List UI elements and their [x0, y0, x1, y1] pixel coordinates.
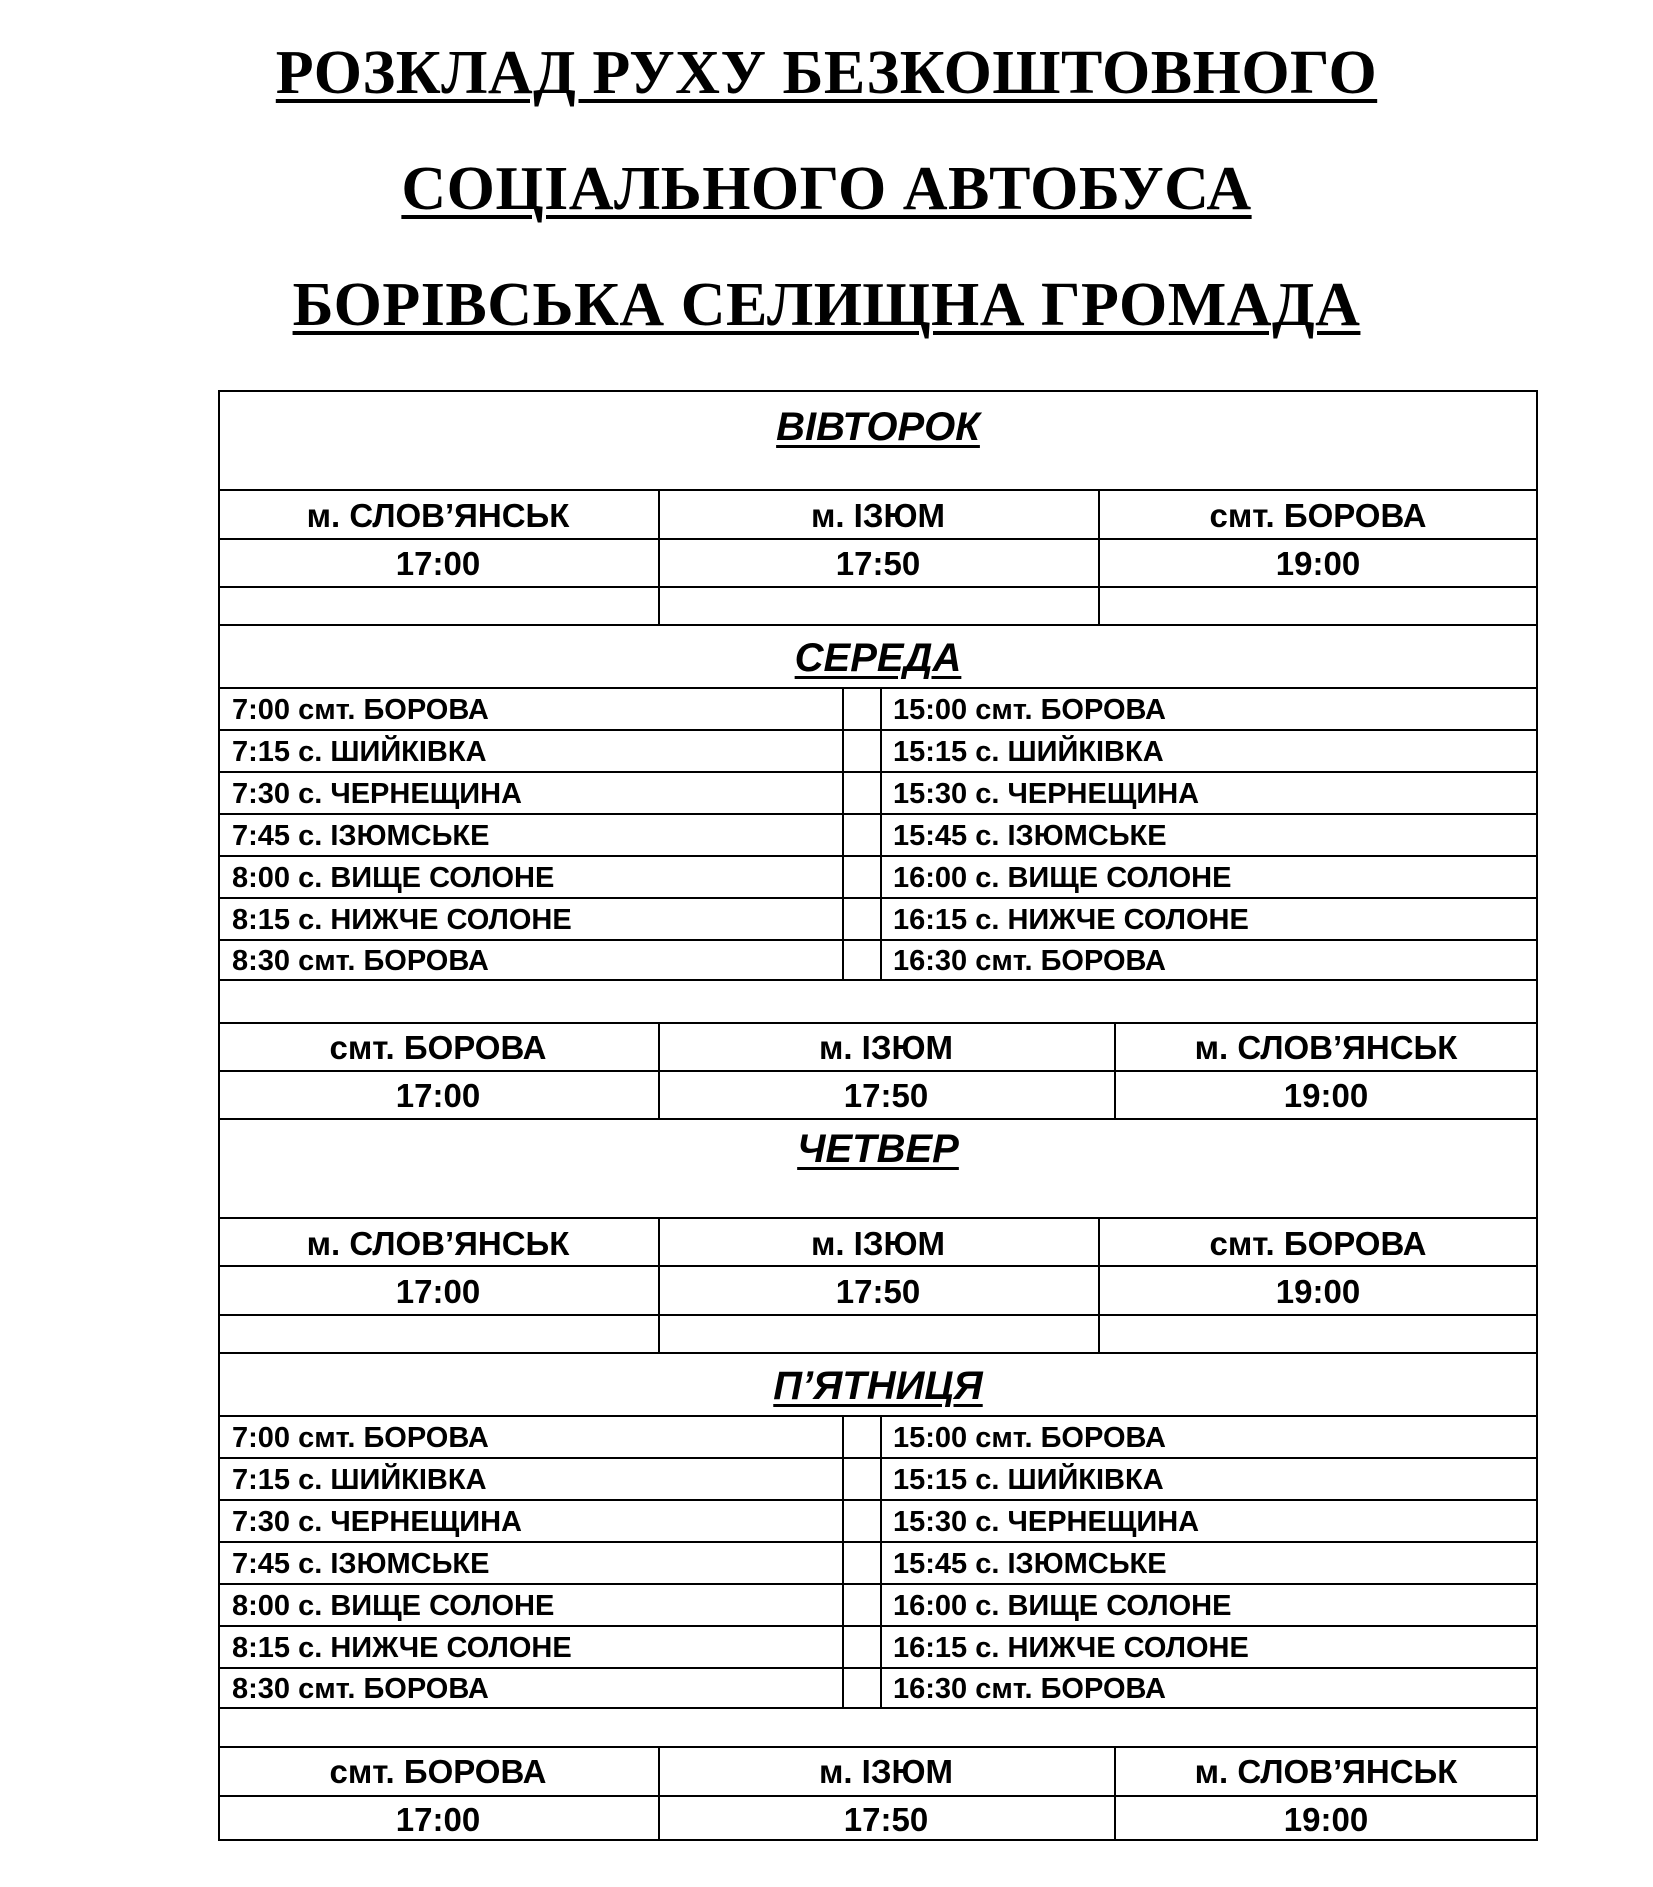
row-divider — [218, 897, 1538, 899]
wednesday-stop-left-4: 7:45 с. ІЗЮМСЬКЕ — [232, 820, 490, 852]
row-divider — [218, 1314, 1538, 1316]
friday-stop-right-7: 16:30 смт. БОРОВА — [893, 1673, 1166, 1705]
tuesday-header-1: м. СЛОВ’ЯНСЬК — [306, 497, 570, 534]
day-title-friday: П’ЯТНИЦЯ — [773, 1364, 983, 1408]
row-divider — [218, 1415, 1538, 1417]
schedule-table — [218, 390, 1538, 1841]
row-divider — [218, 1625, 1538, 1627]
friday-stop-right-4: 15:45 с. ІЗЮМСЬКЕ — [893, 1548, 1167, 1580]
wednesday-stop-right-6: 16:15 с. НИЖЧЕ СОЛОНЕ — [893, 904, 1249, 936]
wednesday-stop-right-7: 16:30 смт. БОРОВА — [893, 945, 1166, 977]
thursday-time-1: 17:00 — [395, 1273, 481, 1310]
wednesday-return-time-2: 17:50 — [843, 1077, 929, 1114]
wednesday-stop-left-5: 8:00 с. ВИЩЕ СОЛОНЕ — [232, 862, 555, 894]
title-line-1: РОЗКЛАД РУХУ БЕЗКОШТОВНОГО — [275, 39, 1378, 107]
friday-stop-left-7: 8:30 смт. БОРОВА — [232, 1673, 489, 1705]
row-divider — [218, 1352, 1538, 1354]
friday-return-time-3: 19:00 — [1283, 1801, 1369, 1838]
thursday-header-1: м. СЛОВ’ЯНСЬК — [306, 1225, 570, 1262]
col-divider — [842, 687, 844, 979]
title-line-2: СОЦІАЛЬНОГО АВТОБУСА — [401, 155, 1252, 223]
row-divider — [218, 1265, 1538, 1267]
day-title-tuesday: ВІВТОРОК — [776, 405, 980, 449]
row-divider — [218, 979, 1538, 981]
wednesday-return-header-2: м. ІЗЮМ — [818, 1029, 954, 1066]
wednesday-stop-right-4: 15:45 с. ІЗЮМСЬКЕ — [893, 820, 1167, 852]
col-divider — [880, 687, 882, 979]
row-divider — [218, 1070, 1538, 1072]
tuesday-header-3: смт. БОРОВА — [1209, 497, 1427, 534]
thursday-time-3: 19:00 — [1275, 1273, 1361, 1310]
row-divider — [218, 771, 1538, 773]
tuesday-time-3: 19:00 — [1275, 545, 1361, 582]
thursday-time-2: 17:50 — [835, 1273, 921, 1310]
row-divider — [218, 1499, 1538, 1501]
row-divider — [218, 538, 1538, 540]
wednesday-stop-left-1: 7:00 смт. БОРОВА — [232, 694, 489, 726]
friday-return-header-1: смт. БОРОВА — [329, 1753, 547, 1790]
row-divider — [218, 855, 1538, 857]
row-divider — [218, 1583, 1538, 1585]
wednesday-stop-left-6: 8:15 с. НИЖЧЕ СОЛОНЕ — [232, 904, 572, 936]
title-line-3: БОРІВСЬКА СЕЛИЩНА ГРОМАДА — [292, 271, 1361, 339]
friday-return-header-3: м. СЛОВ’ЯНСЬК — [1194, 1753, 1458, 1790]
col-divider — [842, 1415, 844, 1707]
row-divider — [218, 1541, 1538, 1543]
row-divider — [218, 687, 1538, 689]
wednesday-stop-right-3: 15:30 с. ЧЕРНЕЩИНА — [893, 778, 1200, 810]
row-divider — [218, 1217, 1538, 1219]
col-divider — [880, 1415, 882, 1707]
tuesday-time-2: 17:50 — [835, 545, 921, 582]
row-divider — [218, 729, 1538, 731]
tuesday-time-1: 17:00 — [395, 545, 481, 582]
wednesday-return-header-1: смт. БОРОВА — [329, 1029, 547, 1066]
wednesday-stop-left-3: 7:30 с. ЧЕРНЕЩИНА — [232, 778, 522, 810]
wednesday-stop-right-5: 16:00 с. ВИЩЕ СОЛОНЕ — [893, 862, 1232, 894]
friday-stop-left-3: 7:30 с. ЧЕРНЕЩИНА — [232, 1506, 522, 1538]
friday-stop-right-1: 15:00 смт. БОРОВА — [893, 1422, 1166, 1454]
friday-stop-left-6: 8:15 с. НИЖЧЕ СОЛОНЕ — [232, 1632, 572, 1664]
wednesday-return-time-3: 19:00 — [1283, 1077, 1369, 1114]
friday-stop-left-5: 8:00 с. ВИЩЕ СОЛОНЕ — [232, 1590, 555, 1622]
row-divider — [218, 489, 1538, 491]
day-title-wednesday: СЕРЕДА — [794, 636, 962, 680]
wednesday-return-header-3: м. СЛОВ’ЯНСЬК — [1194, 1029, 1458, 1066]
wednesday-stop-right-2: 15:15 с. ШИЙКІВКА — [893, 736, 1164, 768]
thursday-header-2: м. ІЗЮМ — [810, 1225, 946, 1262]
row-divider — [218, 1022, 1538, 1024]
friday-return-header-2: м. ІЗЮМ — [818, 1753, 954, 1790]
wednesday-stop-left-2: 7:15 с. ШИЙКІВКА — [232, 736, 487, 768]
friday-return-time-2: 17:50 — [843, 1801, 929, 1838]
row-divider — [218, 586, 1538, 588]
friday-stop-left-4: 7:45 с. ІЗЮМСЬКЕ — [232, 1548, 490, 1580]
day-title-thursday: ЧЕТВЕР — [797, 1127, 959, 1171]
thursday-header-3: смт. БОРОВА — [1209, 1225, 1427, 1262]
friday-return-time-1: 17:00 — [395, 1801, 481, 1838]
friday-stop-right-5: 16:00 с. ВИЩЕ СОЛОНЕ — [893, 1590, 1232, 1622]
friday-stop-right-3: 15:30 с. ЧЕРНЕЩИНА — [893, 1506, 1200, 1538]
row-divider — [218, 1707, 1538, 1709]
friday-stop-left-1: 7:00 смт. БОРОВА — [232, 1422, 489, 1454]
friday-stop-left-2: 7:15 с. ШИЙКІВКА — [232, 1464, 487, 1496]
row-divider — [218, 1118, 1538, 1120]
row-divider — [218, 813, 1538, 815]
wednesday-return-time-1: 17:00 — [395, 1077, 481, 1114]
row-divider — [218, 1746, 1538, 1748]
row-divider — [218, 939, 1538, 941]
friday-stop-right-6: 16:15 с. НИЖЧЕ СОЛОНЕ — [893, 1632, 1249, 1664]
wednesday-stop-right-1: 15:00 смт. БОРОВА — [893, 694, 1166, 726]
row-divider — [218, 1457, 1538, 1459]
tuesday-header-2: м. ІЗЮМ — [810, 497, 946, 534]
wednesday-stop-left-7: 8:30 смт. БОРОВА — [232, 945, 489, 977]
row-divider — [218, 1667, 1538, 1669]
row-divider — [218, 624, 1538, 626]
friday-stop-right-2: 15:15 с. ШИЙКІВКА — [893, 1464, 1164, 1496]
row-divider — [218, 1795, 1538, 1797]
